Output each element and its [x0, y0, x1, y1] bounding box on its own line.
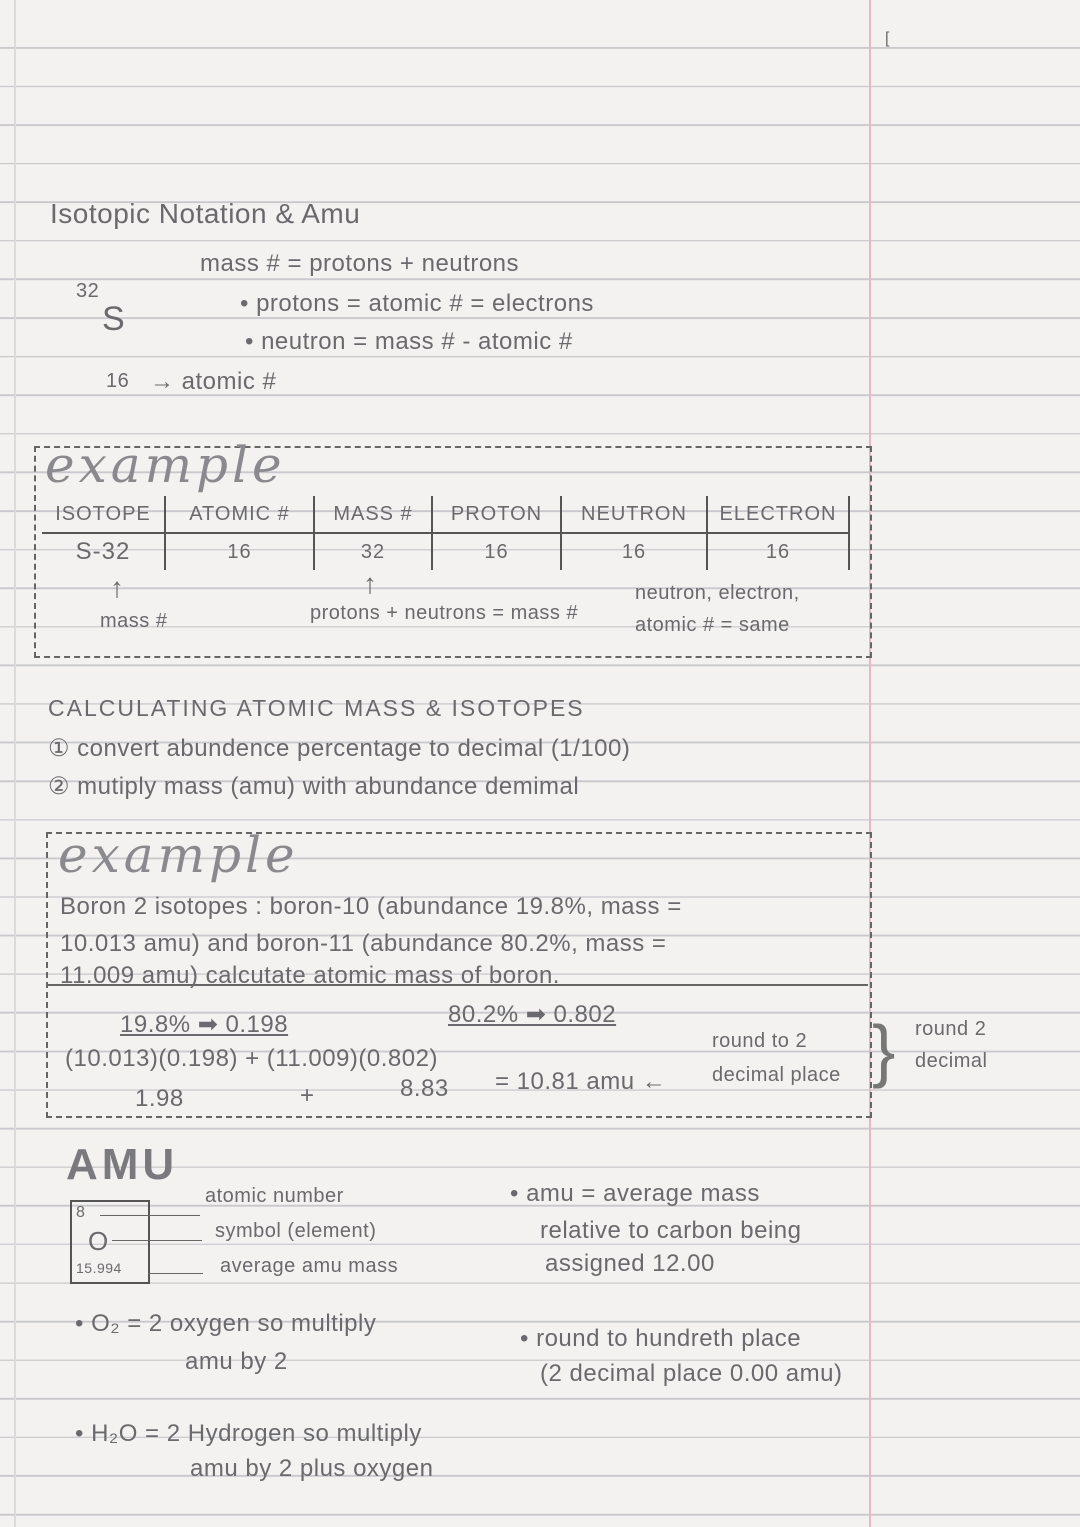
table-cell: 32: [314, 533, 432, 570]
note: • round to hundreth place: [520, 1325, 802, 1352]
note: protons + neutrons = mass #: [310, 602, 579, 624]
note: • O₂ = 2 oxygen so multiply: [75, 1310, 377, 1337]
table-row: [42, 533, 849, 570]
label: average amu mass: [220, 1255, 399, 1277]
table-cell: 16: [165, 533, 314, 570]
note: (2 decimal place 0.00 amu): [540, 1360, 843, 1387]
table-cell: 16: [707, 533, 849, 570]
corner-mark: [: [885, 30, 890, 47]
arrow-up-icon: ↑: [363, 568, 378, 599]
step: ② mutiply mass (amu) with abundance demimal: [48, 773, 580, 800]
example-heading: example: [58, 826, 299, 884]
margin-line: [869, 0, 871, 1527]
problem-line: Boron 2 isotopes : boron-10 (abundance 19.8%, mass =: [60, 893, 682, 920]
problem-line: 10.013 amu) and boron-11 (abundance 80.2%, mass =: [60, 930, 667, 957]
note: mass #: [100, 610, 168, 632]
problem-line: 11.009 amu) calcutate atomic mass of boron.: [60, 962, 560, 989]
result: = 10.81 amu ←: [495, 1068, 667, 1095]
note: amu by 2: [185, 1348, 288, 1375]
arrow-up-icon: ↑: [110, 572, 125, 603]
table-cell: 16: [561, 533, 707, 570]
table-cell: S-32: [75, 538, 131, 565]
note: neutron, electron,: [635, 582, 800, 604]
table-header: NEUTRON: [561, 496, 707, 533]
table-header: MASS #: [314, 496, 432, 533]
table-header: ELECTRON: [707, 496, 849, 533]
definition: • amu = average mass: [510, 1180, 760, 1207]
amu-heading: AMU: [66, 1140, 179, 1189]
side-note: decimal: [915, 1050, 988, 1072]
conversion: 80.2% ➡ 0.802: [448, 1001, 617, 1028]
conversion: 19.8% ➡ 0.198: [120, 1011, 289, 1038]
note: round to 2: [712, 1030, 808, 1052]
step: ① convert abundence percentage to decimal (1/100): [48, 735, 631, 762]
atomic-number: 16: [106, 370, 130, 392]
note-line: • protons = atomic # = electrons: [240, 290, 594, 317]
isotope-table: [42, 496, 850, 570]
example-heading: example: [45, 436, 286, 494]
definition: relative to carbon being: [540, 1217, 802, 1244]
table-cell: 16: [432, 533, 561, 570]
page-title: Isotopic Notation & Amu: [50, 198, 361, 229]
element-mass: 15.994: [76, 1260, 122, 1276]
element-symbol: S: [102, 300, 126, 338]
note: decimal place: [712, 1064, 841, 1086]
product: 8.83: [400, 1075, 449, 1102]
note: amu by 2 plus oxygen: [190, 1455, 434, 1482]
note: • H₂O = 2 Hydrogen so multiply: [75, 1420, 422, 1447]
label: symbol (element): [215, 1220, 377, 1242]
plus: +: [300, 1082, 315, 1109]
mass-number: 32: [76, 280, 100, 302]
product: 1.98: [135, 1085, 184, 1112]
note-line: mass # = protons + neutrons: [200, 250, 520, 277]
side-note: round 2: [915, 1018, 987, 1040]
note: atomic # = same: [635, 614, 790, 636]
definition: assigned 12.00: [545, 1250, 715, 1277]
note-line: → atomic #: [150, 368, 277, 395]
table-header: ATOMIC #: [165, 496, 314, 533]
expression: (10.013)(0.198) + (11.009)(0.802): [65, 1045, 438, 1072]
element-symbol: O: [88, 1226, 109, 1256]
element-box: [70, 1200, 150, 1284]
table-header: ISOTOPE: [42, 496, 165, 533]
label: atomic number: [205, 1185, 344, 1207]
element-number: 8: [76, 1204, 86, 1221]
brace-icon: }: [872, 1011, 896, 1089]
table-header: PROTON: [432, 496, 561, 533]
note-line: • neutron = mass # - atomic #: [245, 328, 573, 355]
section-title: CALCULATING ATOMIC MASS & ISOTOPES: [48, 695, 585, 721]
